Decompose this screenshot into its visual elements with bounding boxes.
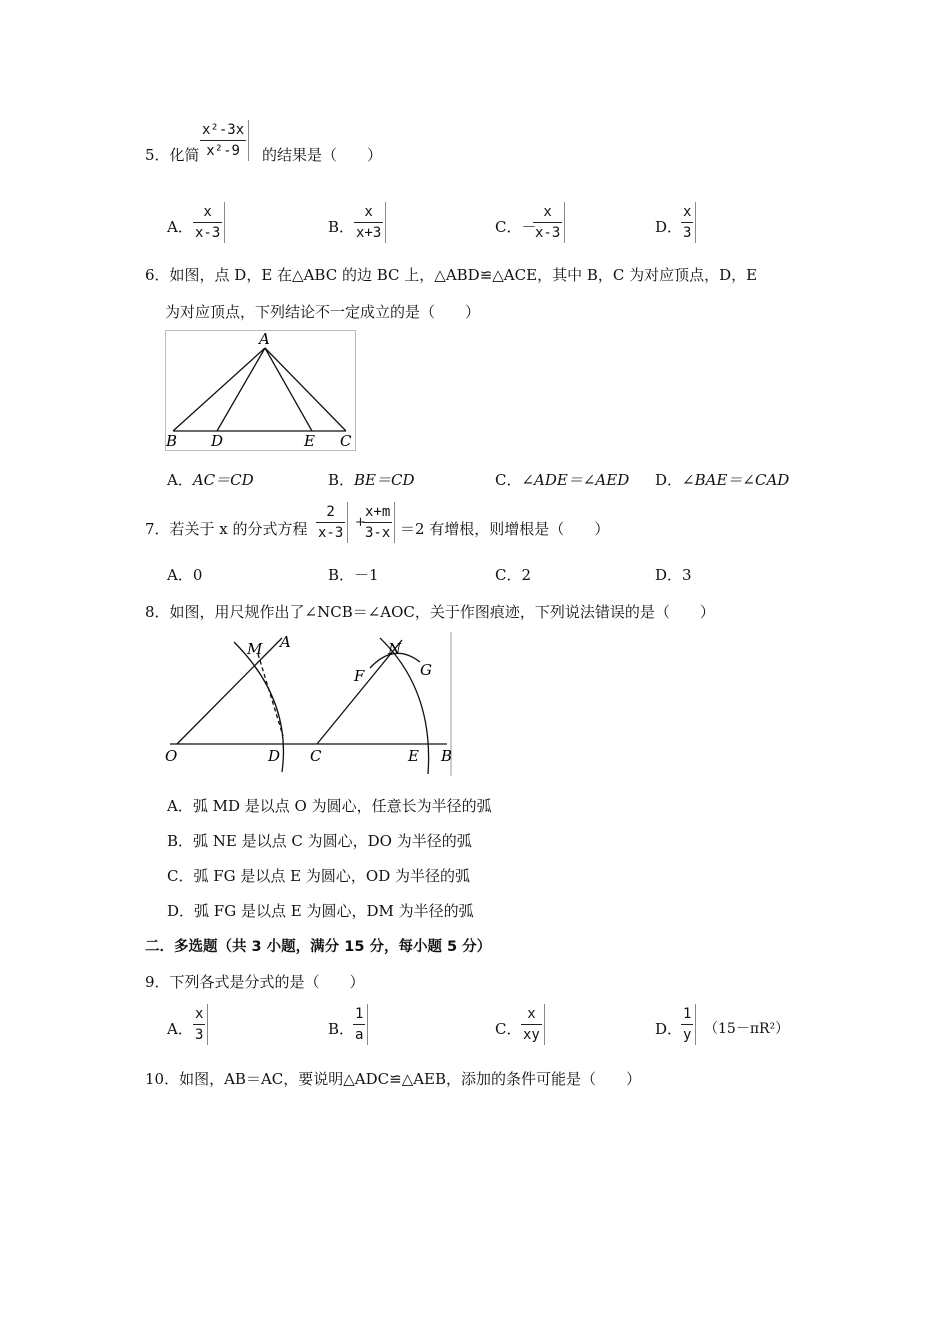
option-text: 3 [682,566,692,584]
option-label: B． [328,218,355,236]
q7-fraction-2 [363,502,395,543]
q5-option-a [167,217,193,237]
option-label: B． [328,566,355,584]
q7-option-b [328,565,379,585]
label-c: C [340,432,352,450]
label-d: D [211,432,224,450]
denominator: x-3 [535,225,561,241]
q8-stem: 8．如图，用尺规作出了∠NCB＝∠AOC，关于作图痕迹，下列说法错误的是（ ） [145,603,715,621]
label-e: E [304,432,315,450]
q7-stem-prefix: 7．若关于 x 的分式方程 [145,520,308,538]
option-label: A． [167,1020,193,1038]
option-text: ∠ADE＝∠AED [521,471,630,489]
option-label: B． [167,832,194,850]
option-label: A． [167,797,193,815]
numerator: x [533,202,562,223]
q10-stem: 10．如图，AB＝AC，要说明△ADC≌△AEB，添加的条件可能是（ ） [145,1070,642,1088]
q8-option-a [167,796,492,816]
q7-option-c [495,565,531,585]
q7-fraction-1 [316,502,348,543]
q7-option-a [167,565,202,585]
q9-option-b [328,1019,354,1039]
denominator: x+3 [356,225,382,241]
q9-option-c-fraction [521,1004,545,1045]
option-text: 弧 FG 是以点 E 为圆心，OD 为半径的弧 [193,867,470,885]
option-text: 弧 MD 是以点 O 为圆心，任意长为半径的弧 [192,797,492,815]
q6-option-c [495,470,629,490]
negative-sign: － [521,218,537,236]
label-a: A [280,633,291,651]
numerator: 1 [353,1004,365,1025]
q5-option-c [495,217,537,237]
q6-option-b [328,470,415,490]
option-label: C． [495,1020,522,1038]
q9-option-c [495,1019,521,1039]
denominator: 3 [683,225,692,241]
numerator: x [193,202,222,223]
q7-stem-suffix: ＝2 有增根，则增根是（ ） [400,520,610,538]
q8-option-d [167,901,474,921]
q8-option-c [167,866,470,886]
numerator: x [521,1004,542,1025]
denominator: xy [523,1027,540,1043]
section-2-title: 二．多选题（共 3 小题，满分 15 分，每小题 5 分） [145,939,492,955]
denominator: y [683,1027,692,1043]
q5-stem-prefix: 5．化简 [145,146,200,164]
q5-option-c-fraction [533,202,565,243]
label-d: D [268,747,281,765]
q6-triangle-figure [165,330,357,452]
option-label: A． [167,566,193,584]
option-label: A． [167,218,193,236]
option-label: C． [495,566,522,584]
q8-construction-figure [162,630,457,778]
label-e: E [408,747,419,765]
option-text: 2 [521,566,532,584]
label-n: N [388,640,402,658]
q6-option-d [655,470,789,490]
numerator: x [193,1004,205,1025]
q6-stem-line2: 为对应顶点，下列结论不一定成立的是（ ） [165,303,481,321]
option-text: 弧 NE 是以点 C 为圆心，DO 为半径的弧 [193,832,472,850]
q5-option-b-fraction [354,202,386,243]
label-b: B [441,747,453,765]
denominator: x-3 [318,525,344,541]
q9-option-d-tail: （15－πR²） [704,1021,790,1037]
label-a: A [259,330,270,348]
numerator: 1 [681,1004,693,1025]
q8-option-b [167,831,472,851]
label-f: F [354,667,365,685]
option-label: C． [495,471,522,489]
q7-plus-sign: + [355,515,366,530]
q5-expr-numerator: x²-3x [200,120,246,141]
label-c: C [310,747,322,765]
option-text: ∠BAE＝∠CAD [682,471,790,489]
q5-option-d-fraction [681,202,696,243]
option-label: D． [655,566,683,584]
label-g: G [420,661,432,679]
numerator: 2 [316,502,345,523]
label-o: O [165,747,178,765]
numerator: x+m [363,502,392,523]
q9-option-a-fraction [193,1004,208,1045]
option-label: D． [167,902,195,920]
option-text: 0 [192,566,203,584]
q9-option-d-fraction [681,1004,696,1045]
q9-option-b-fraction [353,1004,368,1045]
option-label: B． [328,471,355,489]
q5-option-d [655,217,682,237]
label-b: B [166,432,178,450]
option-label: C． [495,218,522,236]
q6-option-a [167,470,254,490]
numerator: x [681,202,693,223]
option-label: D． [655,218,683,236]
option-label: D． [655,471,683,489]
q9-stem: 9．下列各式是分式的是（ ） [145,973,365,991]
q5-stem-suffix: 的结果是（ ） [262,146,383,164]
q7-option-d [655,565,692,585]
q5-expr-denominator: x²-9 [206,143,240,159]
denominator: 3 [195,1027,204,1043]
denominator: a [355,1027,364,1043]
q9-option-d [655,1019,682,1039]
option-text: －1 [354,566,379,584]
q5-option-a-fraction [193,202,225,243]
option-label: C． [167,867,194,885]
option-label: A． [167,471,193,489]
option-label: D． [655,1020,683,1038]
label-m: M [247,640,263,658]
option-text: AC＝CD [192,471,254,489]
q9-option-a [167,1019,193,1039]
denominator: x-3 [195,225,221,241]
option-label: B． [328,1020,355,1038]
option-text: 弧 FG 是以点 E 为圆心，DM 为半径的弧 [194,902,474,920]
q6-stem-line1: 6．如图，点 D，E 在△ABC 的边 BC 上，△ABD≌△ACE，其中 B，C 为对应顶点，D，E [145,266,758,284]
denominator: 3-x [365,525,391,541]
q5-option-b [328,217,354,237]
option-text: BE＝CD [354,471,415,489]
numerator: x [354,202,383,223]
q5-expression [200,120,249,161]
